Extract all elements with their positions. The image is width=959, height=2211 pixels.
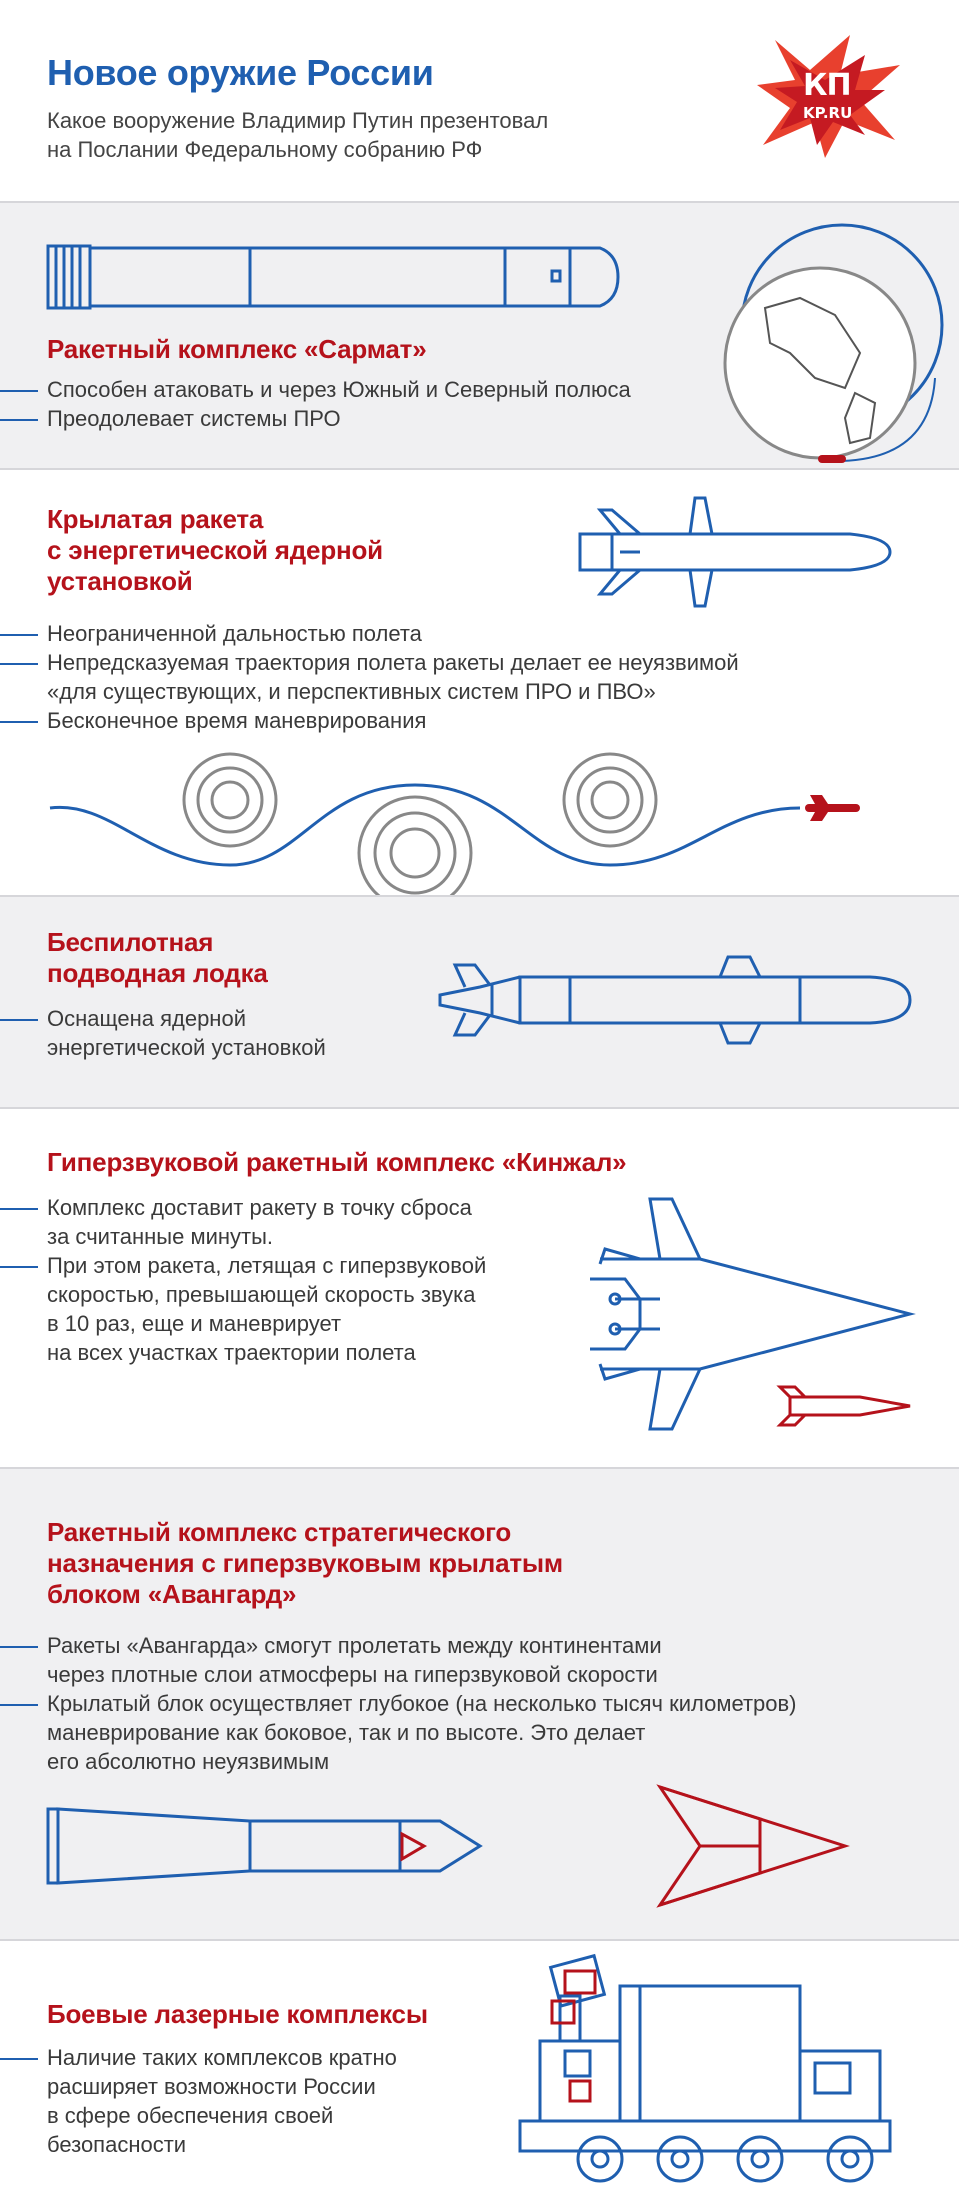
avangard-bullet-1: Ракеты «Авангарда» смогут пролетать между континентами через плотные слои атмосферы на гиперзвуковой скорости xyxy=(47,1633,662,1687)
section-submarine xyxy=(0,897,959,1107)
avangard-rocket-illustration xyxy=(0,1469,959,1939)
cruise-bullet-2-cont: «для существующих, и перспективных систем ПРО и ПВО» xyxy=(47,679,656,704)
cruise-bullet-2: Непредсказуемая траектория полета ракеты делает ее неуязвимой xyxy=(47,650,739,675)
kinzhal-jet-illustration xyxy=(0,1109,959,1467)
section-kinzhal xyxy=(0,1109,959,1467)
laser-bullets: Наличие таких комплексов кратно расширяет возможности России в сфере обеспечения своей безопасности xyxy=(47,2045,397,2157)
sarmat-heading: Ракетный комплекс «Сармат» xyxy=(47,334,427,364)
logo-kp-text: КП xyxy=(803,68,851,103)
section-laser xyxy=(0,1941,959,2211)
trajectory-illustration xyxy=(0,470,959,895)
cruise-bullet-1: Неограниченной дальностью полета xyxy=(47,621,422,646)
sarmat-bullet-2: Преодолевает системы ПРО xyxy=(47,406,341,431)
submarine-bullets: Оснащена ядерной энергетической установкой xyxy=(47,1006,326,1060)
laser-heading: Боевые лазерные комплексы xyxy=(47,1999,428,2029)
bullet-marker xyxy=(0,419,38,421)
section-sarmat xyxy=(0,203,959,468)
submarine-heading: Беспилотная подводная лодка xyxy=(47,927,268,988)
cruise-bullet-3: Бесконечное время маневрирования xyxy=(47,708,427,733)
kp-logo xyxy=(755,30,905,160)
avangard-bullet-2: Крылатый блок осуществляет глубокое (на несколько тысяч километров) маневрирование как боковое, так и по высоте. Это делает его абсолютно неуязвимым xyxy=(47,1691,797,1774)
bullet-marker xyxy=(0,1019,38,1021)
laser-truck-illustration xyxy=(0,1941,959,2211)
kinzhal-bullet-1: Комплекс доставит ракету в точку сброса за считанные минуты. xyxy=(47,1195,472,1249)
logo-kpru-text: KP.RU xyxy=(803,104,853,122)
kinzhal-bullet-2: При этом ракета, летящая с гиперзвуковой скоростью, превышающей скорость звука в 10 раз, еще и маневрирует на всех участках траектории полета xyxy=(47,1253,487,1365)
section-cruise-missile xyxy=(0,470,959,895)
section-avangard xyxy=(0,1469,959,1939)
avangard-heading: Ракетный комплекс стратегического назначения с гиперзвуковым крылатым блоком «Авангард» xyxy=(47,1517,563,1609)
cruise-heading: Крылатая ракета с энергетической ядерной установкой xyxy=(47,504,383,596)
page-subtitle: Какое вооружение Владимир Путин презентовал на Послании Федеральному собранию РФ xyxy=(47,108,549,162)
bullet-marker xyxy=(0,390,38,392)
kinzhal-heading: Гиперзвуковой ракетный комплекс «Кинжал» xyxy=(47,1147,627,1177)
sarmat-bullet-1: Способен атаковать и через Южный и Северный полюса xyxy=(47,377,631,402)
page-title: Новое оружие России xyxy=(47,52,434,93)
